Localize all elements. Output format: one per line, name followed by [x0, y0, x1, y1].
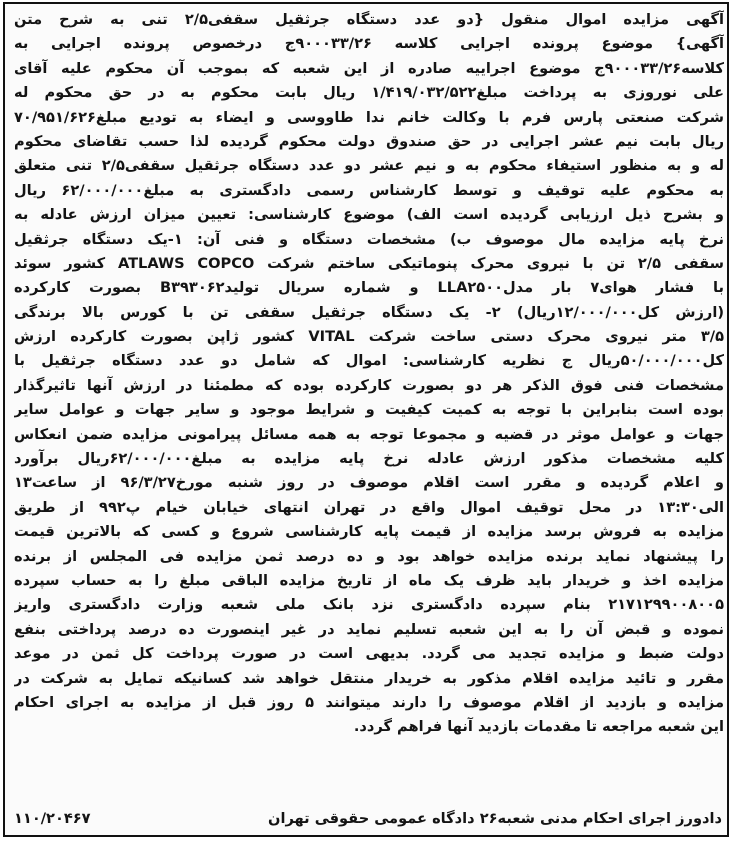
notice-line: علی نوروزی به پرداخت مبلغ۱/۴۱۹/۰۳۲/۵۲۲ ریال بابت محکوم به در حق محکوم له [14, 84, 724, 102]
notice-line: جهات و عوامل موثر در قضیه و مجموعا توجه به همه مسائل پیرامونی مزایده ضمن انعکاس [14, 425, 724, 443]
notice-line: ۳/۵ متر نیروی محرک دستی ساخت شرکت VITAL کشور ژاپن بصورت کارکرده ارزش [14, 328, 724, 346]
notice-body [14, 8, 724, 740]
notice-line: نموده و قبض آن را به این شعبه تسلیم نماید در غیر اینصورت ده درصد پرداختی بنفع [14, 620, 724, 638]
notice-line: (ارزش کل۱۲/۰۰۰/۰۰۰ریال) ۲- یک دستگاه جرثقیل سقفی تن با کورس بالا برندگی [14, 303, 724, 321]
notice-line: له و به منظور استیفاء محکوم به و نیم عشر دو عدد دستگاه جرثقیل سقفی۲/۵ تنی متعلق [14, 157, 724, 175]
notice-line: ریال بابت نیم عشر اجرایی در حق صندوق دولت محکوم گردیده لذا حسب تقاضای محکوم [14, 132, 724, 150]
notice-line: و بشرح ذیل ارزیابی گردیده است الف) موضوع کارشناسی: تعیین میزان ارزش عادله به [14, 206, 724, 224]
notice-line: و اعلام گردیده و مقرر است اقلام موصوف در روز شنبه مورخ۹۶/۳/۲۷ از ساعت۱۳ [14, 474, 724, 492]
notice-line: نرخ پایه مزایده مال موصوف ب) مشخصات دستگاه و فنی آن: ۱-یک دستگاه جرثقیل [14, 230, 724, 248]
notice-line: کلیه مشخصات مذکور ارزش عادله نرخ پایه مزایده به مبلغ۶۲/۰۰۰/۰۰۰ریال برآورد [14, 450, 724, 468]
notice-line: بوده است بنابراین با توجه به کمیت کیفیت و شرایط موجود و سایر جهات و عوامل سایر [14, 401, 724, 419]
notice-line: سقفی ۲/۵ تن با نیروی محرک پنوماتیکی ساختم شرکت ATLAWS COPCO کشور سوئد [14, 254, 724, 272]
notice-line: مزایده به فروش برسد مزایده از قیمت پایه کارشناسی شروع و کسی که بالاترین قیمت [14, 523, 724, 541]
notice-line: کل۵۰/۰۰۰/۰۰۰ریال ج نظریه کارشناسی: اموال که شامل دو عدد دستگاه جرثقیل با [14, 352, 724, 370]
notice-line: مزایده اخذ و خریدار باید ظرف یک ماه از تاریخ مزایده الباقی مبلغ را به حساب سپرده [14, 571, 724, 589]
notice-line: شرکت صنعتی پارس فرم با وکالت خانم ندا طاووسی و ایضاء به تودیع مبلغ۷۰/۹۵۱/۶۲۶ [14, 108, 724, 126]
notice-line: مشخصات فنی فوق الذکر هر دو بصورت کارکرده بوده که مطمئنا در ارزش آنها تاثیرگذار [14, 376, 724, 394]
notice-line: را پیشنهاد نماید برنده مزایده خواهد بود و ده درصد ثمن مزایده فی المجلس از برنده [14, 547, 724, 565]
notice-line: دولت ضبط و مزایده تجدید می گردد. بدیهی است در صورت پرداخت کل ثمن در موعد [14, 645, 724, 663]
notice-line: مزایده و بازدید از اقلام موصوف را دارند میتوانند ۵ روز قبل از مزایده به اجرای احکام [14, 693, 724, 711]
signature-line: دادورز اجرای احکام مدنی شعبه۲۶ دادگاه عمومی حقوقی تهران [267, 810, 722, 827]
reference-code: ۱۱۰/۲۰۴۶۷ [14, 810, 91, 827]
notice-line: ۲۱۷۱۲۹۹۰۰۸۰۰۵ بنام سپرده دادگستری نزد بانک ملی شعبه وزارت دادگستری واریز [14, 596, 724, 614]
notice-line: کلاسه۹۰۰۰۳۳/۲۶ج موضوع اجراییه صادره از این شعبه که بموجب آن محکوم علیه آقای [14, 59, 724, 77]
notice-line: آگهی مزایده اموال منقول {دو عدد دستگاه جرثقیل سقفی۲/۵ تنی به شرح متن [14, 11, 724, 28]
notice-line: الی۱۳:۳۰ در محل توقیف اموال واقع در تهران انتهای خیابان خیام پ۹۹۲ از طریق [14, 498, 724, 516]
notice-line: آگهی} موضوع پرونده اجرایی کلاسه ۹۰۰۰۳۳/۲۶ج درخصوص پرونده اجرایی به [14, 35, 724, 53]
notice-footer [14, 806, 722, 832]
notice-line: به محکوم علیه توقیف و توسط کارشناس رسمی دادگستری به مبلغ۶۲/۰۰۰/۰۰۰ ریال [14, 181, 724, 199]
notice-line: با فشار هوای۷ بار مدلLLA۲۵۰۰ و شماره سریال تولیدB۳۹۳۰۶۲ بصورت کارکرده [14, 279, 724, 297]
notice-line: این شعبه مراجعه تا مقدمات بازدید آنها فراهم گردد. [353, 718, 724, 736]
notice-line: مقرر و تائید مزایده اقلام مذکور به خریدار منتقل خواهد شد کسانیکه تمایل به شرکت در [14, 669, 724, 687]
